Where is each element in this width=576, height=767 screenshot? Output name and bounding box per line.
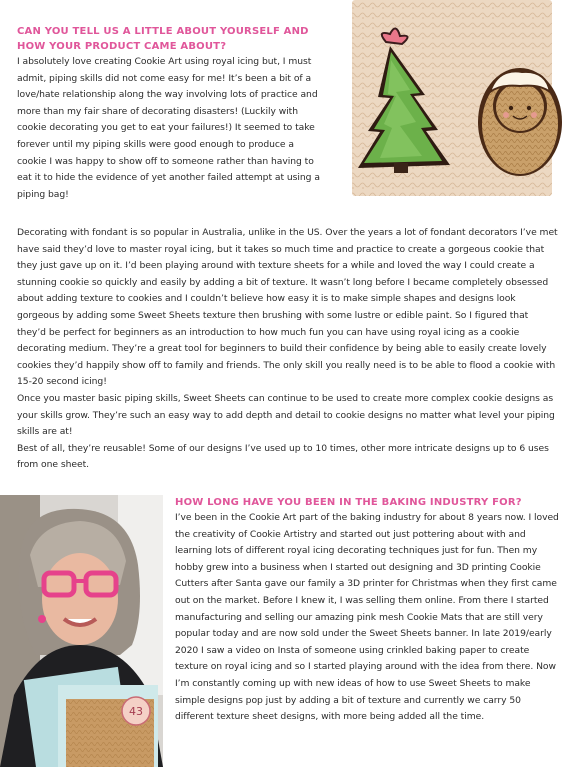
pack-badge-number: 43 bbox=[129, 705, 143, 718]
paragraph-master-piping: Once you master basic piping skills, Sweet Sheets can continue to be used to create more complex cookie designs as your skills grow. They’re such an easy way to add depth and detail to cookie designs no matter what level your piping skills are at! bbox=[17, 392, 555, 438]
industry-section bbox=[175, 495, 560, 726]
founder-photo bbox=[0, 495, 163, 767]
paragraph-fondant: Decorating with fondant is so popular in Australia, unlike in the US. Over the years a lot of fondant decorators I’ve met have said they’d love to master royal icing, but it takes so much time and practice to create a gorgeous cookie that they just gave up on it. I’d been playing around with texture sheets for a while and loved the way I could create a stunning cookie so quickly and easily by adding a bit of texture. It wasn’t long before I became completely obsessed about adding texture to cookies and I couldn’t believe how easy it is to make simple shapes and designs look gorgeous by adding some Sweet Sheets texture then brushing with some lustre or edible paint. So I figured that they’d be perfect for beginners as an introduction to how much fun you can have using royal icing as a cookie decorating medium. They’re a great tool for beginners to build their confidence by being able to easily create lovely cookies they’d happily show off to family and friends. The only skill you really need is to be able to flood a cookie with 15-20 second icing! bbox=[17, 227, 558, 388]
cookies-photo bbox=[330, 0, 576, 208]
answer-paragraph: I’ve been in the Cookie Art part of the baking industry for about 8 years now. I loved the creativity of Cookie Artistry and started out just pottering about with and learning lots of different royal icing decorating techniques just for fun. Then my hobby grew into a business when I started out designing and 3D printing Cookie Cutters after Santa gave our family a 3D printer for Christmas when they first came out on the market. Before I knew it, I was selling them online. From there I started manufacturing and selling our amazing pink mesh Cookie Mats that are still very popular today and are now sold under the Sweet Sheets banner. In late 2019/early 2020 I saw a video on Insta of someone using crinkled baking paper to create texture on royal icing and so I started playing around with the idea from there. Now I’m constantly coming up with new ideas of how to use Sweet Sheets to make simple designs pop just by adding a bit of texture and currently we carry 50 different texture sheet designs, with more being added all the time. bbox=[175, 512, 559, 723]
answer-paragraph: I absolutely love creating Cookie Art using royal icing but, I must admit, piping skills did not come easy for me! It’s been a bit of a love/hate relationship along the way involving lots of practice and more than my fair share of decorating disasters! (Luckily with cookie decorating you get to eat your failures!) It seemed to take forever until my piping skills were good enough to produce a cookie I was happy to show off to someone rather than having to eat it to hide the evidence of yet another failed attempt at using a piping bag! bbox=[17, 56, 320, 200]
fondant-section bbox=[17, 225, 559, 474]
question-heading: CAN YOU TELL US A LITTLE ABOUT YOURSELF AND HOW YOUR PRODUCT CAME ABOUT? bbox=[17, 26, 309, 52]
paragraph-reusable: Best of all, they’re reusable! Some of our designs I’ve used up to 10 times, other more intricate designs up to 6 uses from one sheet. bbox=[17, 442, 549, 471]
question-heading: HOW LONG HAVE YOU BEEN IN THE BAKING INDUSTRY FOR? bbox=[175, 497, 522, 508]
gingerbread-cookie bbox=[478, 68, 562, 176]
intro-section bbox=[17, 24, 322, 203]
